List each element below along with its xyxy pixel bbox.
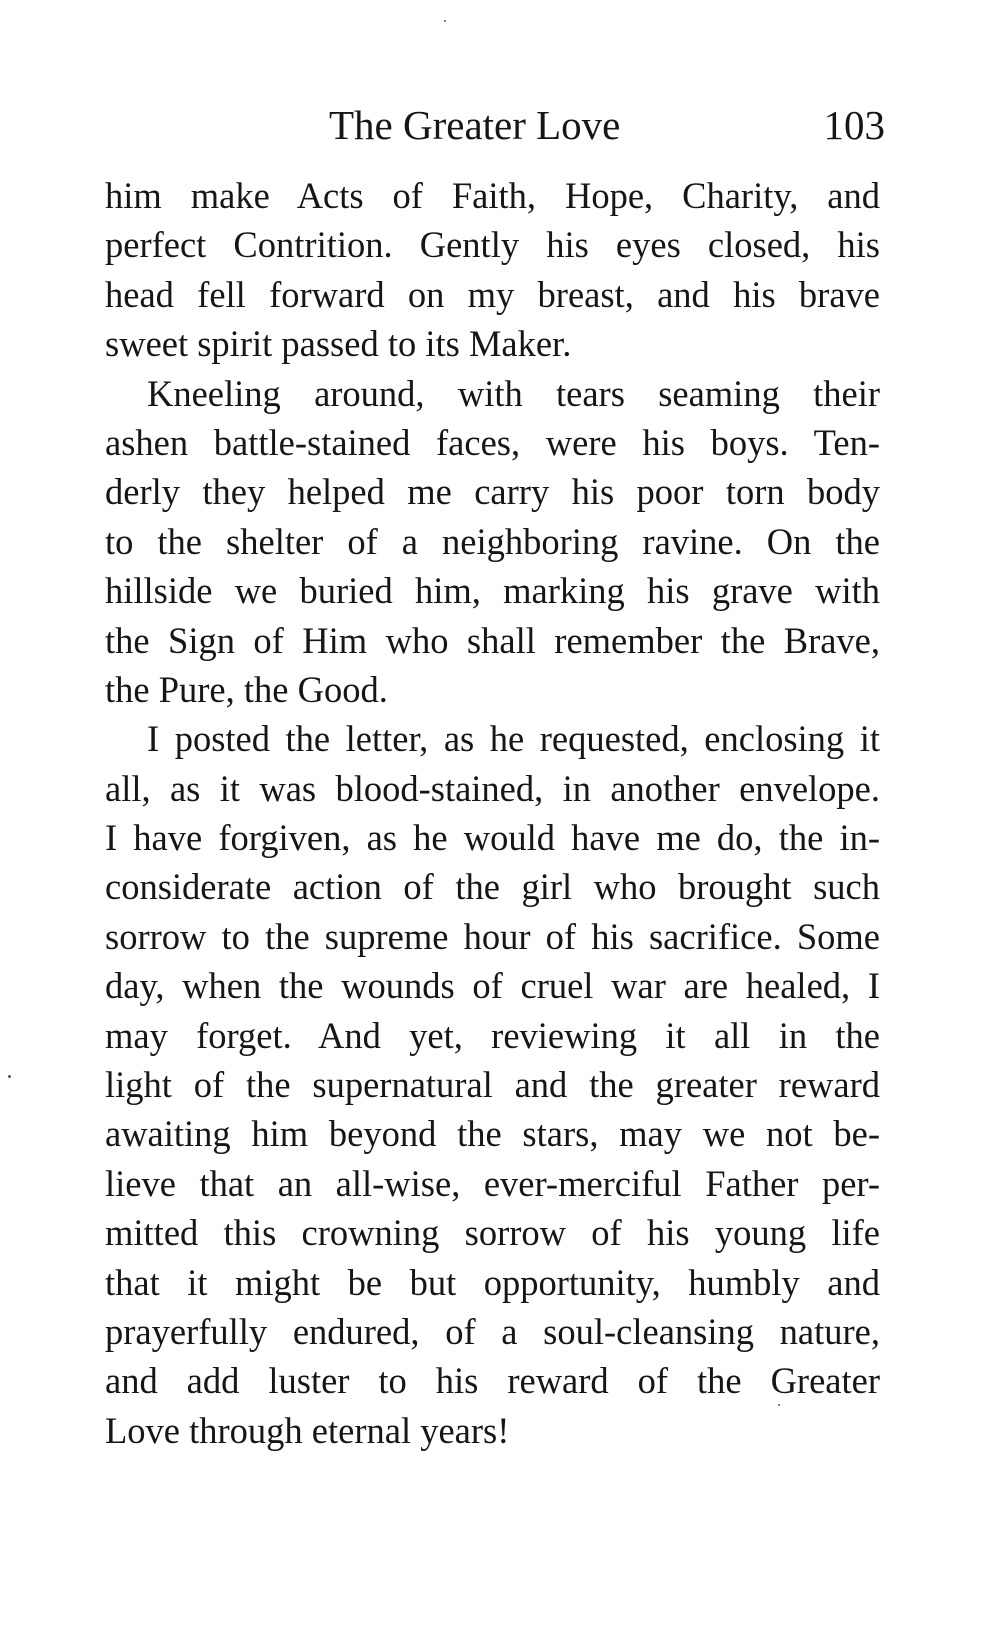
scan-speck <box>8 1075 11 1078</box>
running-title: The Greater Love <box>329 102 621 148</box>
scan-speck <box>778 1404 780 1406</box>
running-head <box>105 95 885 155</box>
scan-speck <box>444 20 446 22</box>
text-line: Love through eternal years! <box>105 1409 510 1451</box>
text-line: ashen battle-stained faces, were his boys. Ten- <box>105 421 880 463</box>
text-line: and add luster to his reward of the Greater <box>105 1360 880 1402</box>
text-line: derly they helped me carry his poor torn body <box>105 471 880 513</box>
text-line: I posted the letter, as he requested, enclosing it <box>147 718 880 760</box>
text-line: mitted this crowning sorrow of his young life <box>105 1212 880 1254</box>
text-line: day, when the wounds of cruel war are healed, I <box>105 965 880 1007</box>
text-line: the Pure, the Good. <box>105 668 388 710</box>
text-line: prayerfully endured, of a soul-cleansing nature, <box>105 1310 880 1352</box>
text-line: perfect Contrition. Gently his eyes closed, his <box>105 224 880 266</box>
page-number: 103 <box>823 102 885 148</box>
text-line: lieve that an all-wise, ever-merciful Father per- <box>105 1162 880 1204</box>
text-line: may forget. And yet, reviewing it all in the <box>105 1014 880 1056</box>
text-line: awaiting him beyond the stars, may we not be- <box>105 1113 880 1155</box>
text-line: hillside we buried him, marking his grave with <box>105 570 880 612</box>
text-line: sorrow to the supreme hour of his sacrifice. Some <box>105 915 880 957</box>
text-line: sweet spirit passed to its Maker. <box>105 323 572 365</box>
text-line: to the shelter of a neighboring ravine. On the <box>105 520 880 562</box>
text-line: Kneeling around, with tears seaming their <box>147 372 880 414</box>
text-line: that it might be but opportunity, humbly and <box>105 1261 880 1303</box>
body-text <box>105 171 880 1455</box>
text-line: the Sign of Him who shall remember the Brave, <box>105 619 880 661</box>
text-line: him make Acts of Faith, Hope, Charity, and <box>105 175 880 216</box>
text-line: all, as it was blood-stained, in another envelope. <box>105 767 880 809</box>
text-line: head fell forward on my breast, and his brave <box>105 273 880 315</box>
text-line: light of the supernatural and the greater reward <box>105 1064 880 1106</box>
text-line: considerate action of the girl who brought such <box>105 866 880 908</box>
text-line: I have forgiven, as he would have me do, the in- <box>105 817 880 859</box>
